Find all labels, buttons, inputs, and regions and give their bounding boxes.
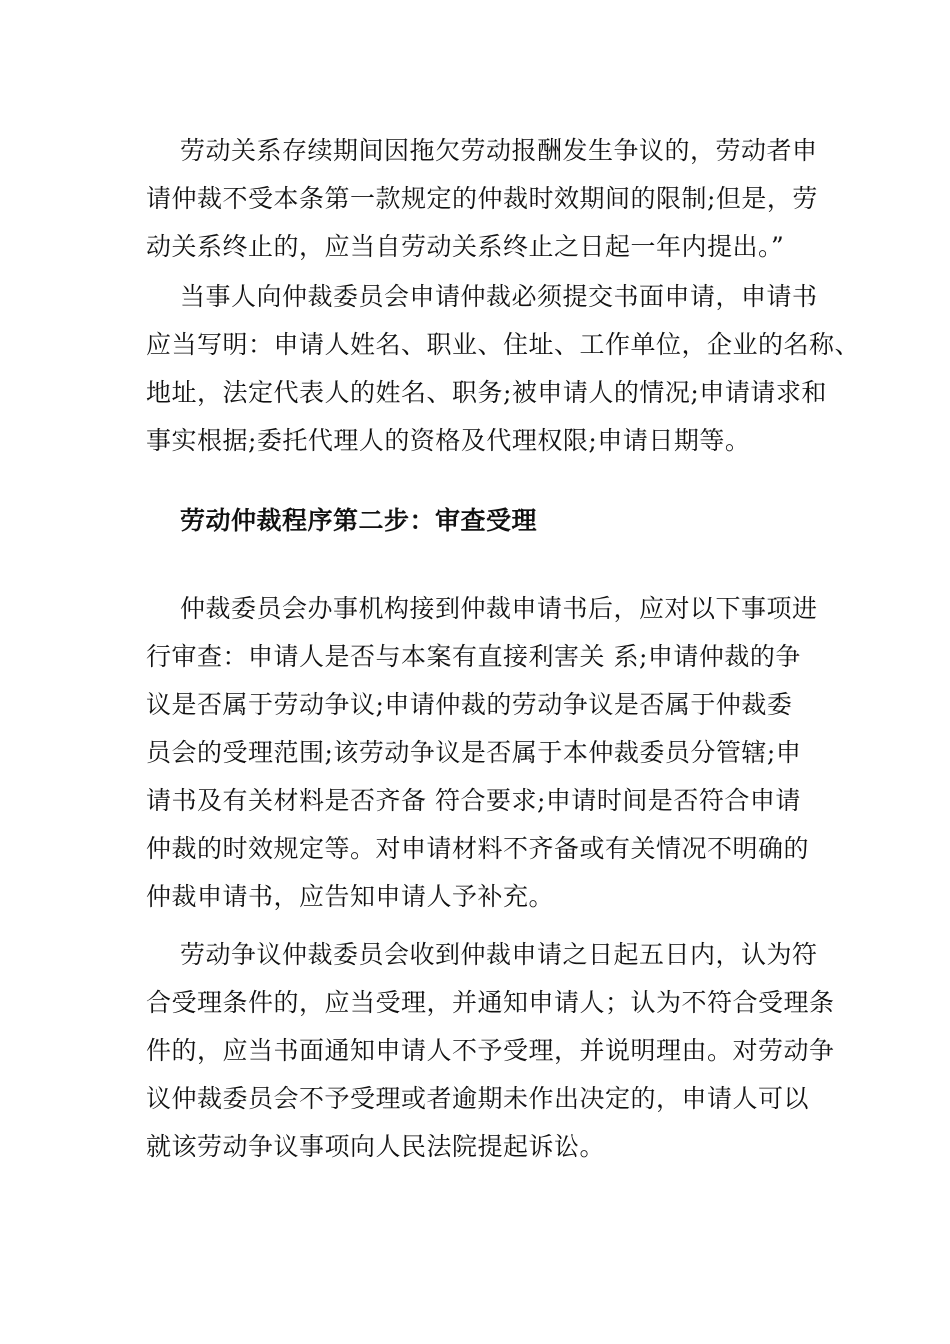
paragraph-line: 劳动关系存续期间因拖欠劳动报酬发生争议的，劳动者申 <box>180 136 818 165</box>
section-heading: 劳动仲裁程序第二步：审查受理 <box>180 506 538 535</box>
paragraph-line: 就该劳动争议事项向人民法院提起诉讼。 <box>146 1132 606 1161</box>
paragraph-line: 请书及有关材料是否齐备 符合要求;申请时间是否符合申请 <box>146 786 801 815</box>
paragraph-line: 地址，法定代表人的姓名、职务;被申请人的情况;申请请求和 <box>146 378 827 407</box>
paragraph-line: 请仲裁不受本条第一款规定的仲裁时效期间的限制;但是，劳 <box>146 184 818 213</box>
paragraph-line: 当事人向仲裁委员会申请仲裁必须提交书面申请，申请书 <box>180 282 818 311</box>
paragraph-line: 仲裁申请书，应告知申请人予补充。 <box>146 882 555 911</box>
paragraph-line: 合受理条件的，应当受理，并通知申请人；认为不符合受理条 <box>146 988 835 1017</box>
paragraph-line: 件的，应当书面通知申请人不予受理，并说明理由。对劳动争 <box>146 1036 835 1065</box>
paragraph-line: 议仲裁委员会不予受理或者逾期未作出决定的，申请人可以 <box>146 1084 810 1113</box>
paragraph-line: 员会的受理范围;该劳动争议是否属于本仲裁委员分管辖;申 <box>146 738 802 767</box>
paragraph-line: 事实根据;委托代理人的资格及代理权限;申请日期等。 <box>146 426 751 455</box>
paragraph-line: 劳动争议仲裁委员会收到仲裁申请之日起五日内，认为符 <box>180 940 818 969</box>
paragraph-line: 仲裁委员会办事机构接到仲裁申请书后，应对以下事项进 <box>180 594 818 623</box>
paragraph-line: 应当写明：申请人姓名、职业、住址、工作单位，企业的名称、 <box>146 330 861 359</box>
paragraph-line: 议是否属于劳动争议;申请仲裁的劳动争议是否属于仲裁委 <box>146 690 793 719</box>
paragraph-line: 仲裁的时效规定等。对申请材料不齐备或有关情况不明确的 <box>146 834 810 863</box>
paragraph-line: 行审查：申请人是否与本案有直接利害关 系;申请仲裁的争 <box>146 642 801 671</box>
paragraph-line: 动关系终止的，应当自劳动关系终止之日起一年内提出。” <box>146 232 785 261</box>
